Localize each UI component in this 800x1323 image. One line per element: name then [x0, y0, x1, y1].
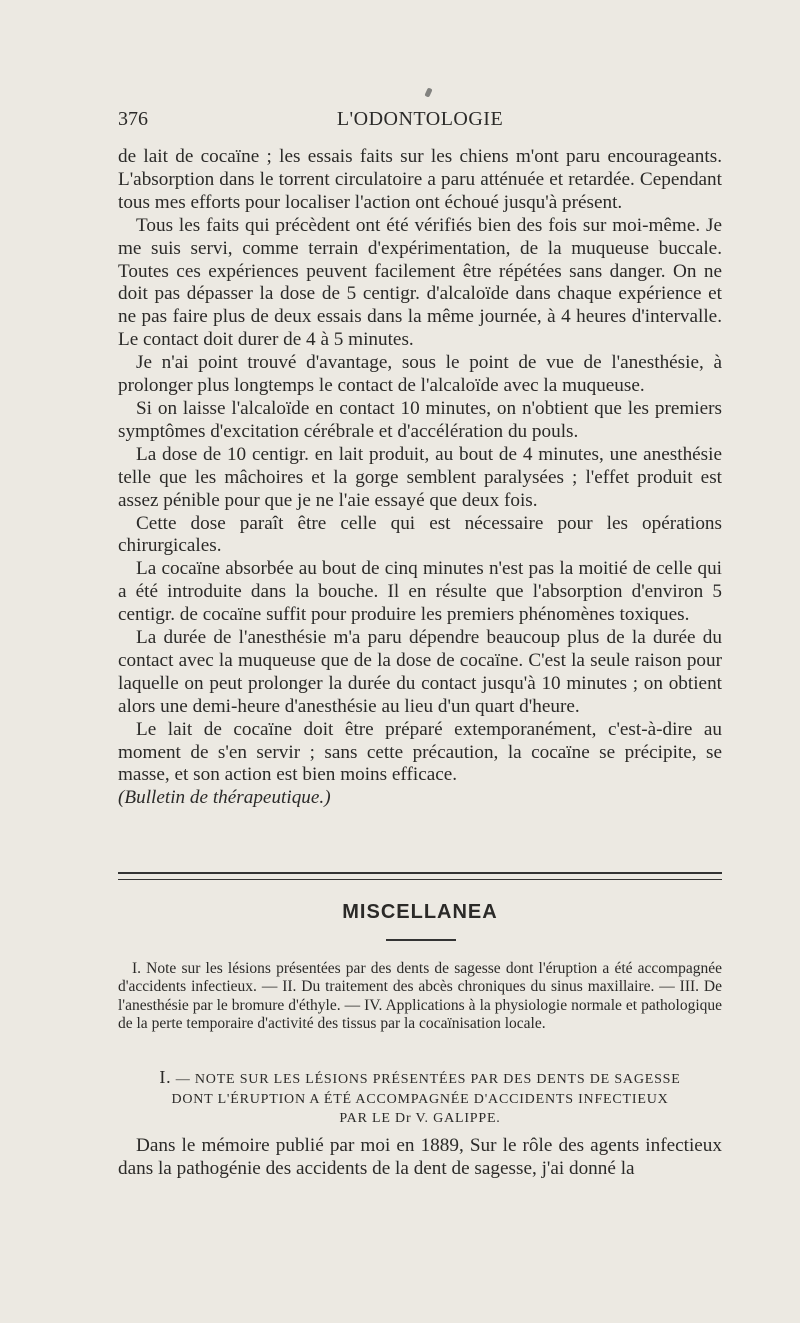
paragraph: La dose de 10 centigr. en lait produit, au bout de 4 minutes, une anesthésie telle que les mâchoires et la gorge semblent paralysées ; l'effet produit est assez pénible pour que je ne l'aie essayé que deux fois.: [118, 443, 722, 511]
page-number: 376: [118, 108, 148, 130]
paragraph: Cette dose paraît être celle qui est nécessaire pour les opérations chirurgicales.: [118, 512, 722, 557]
section-title: MISCELLANEA: [342, 901, 498, 923]
page-header: [118, 108, 722, 136]
body-text: [118, 146, 722, 810]
paragraph: Je n'ai point trouvé d'avantage, sous le point de vue de l'anesthésie, à prolonger plus longtemps le contact de l'alcaloïde avec la muqueuse.: [118, 352, 722, 397]
article-number: I.: [159, 1067, 172, 1087]
article-title-line-1: [118, 1068, 722, 1090]
paragraph: La cocaïne absorbée au bout de cinq minutes n'est pas la moitié de celle qui a été introduite dans la bouche. Il en résulte que l'absorption d'environ 5 centigr. de cocaïne suffit pour produire les premiers phénomènes toxiques.: [118, 558, 722, 626]
summary-text: I. Note sur les lésions présentées par des dents de sagesse dont l'éruption a été accompagnée d'accidents infectieux. — II. Du traitement des abcès chroniques du sinus maxillaire. — III. De l'anesthésie par le bromure d'éthyle. — IV. Applications à la physiologie normale et pathologique de la perte temporaire d'activité des tissus par la cocaïnisation locale.: [118, 960, 722, 1032]
article-title: [118, 1068, 722, 1129]
section-summary: [118, 960, 722, 1033]
paragraph: de lait de cocaïne ; les essais faits sur les chiens m'ont paru encourageants. L'absorption dans le torrent circulatoire a paru atténuée et retardée. Cependant tous mes efforts pour localiser l'action ont échoué jusqu'à présent.: [118, 146, 722, 213]
paragraph: La durée de l'anesthésie m'a paru dépendre beaucoup plus de la durée du contact avec la muqueuse que de la dose de cocaïne. C'est la seule raison pour laquelle on peut prolonger la durée du contact jusqu'à 10 minutes ; on obtient alors une demi-heure d'anesthésie au lieu d'un quart d'heure.: [118, 627, 722, 717]
title-underline: [386, 939, 456, 941]
section-divider-thick: [118, 872, 722, 874]
article-title-text-1: — NOTE SUR LES LÉSIONS PRÉSENTÉES PAR DES DENTS DE SAGESSE: [171, 1072, 681, 1087]
citation: (Bulletin de thérapeutique.): [118, 787, 331, 809]
article-body: [118, 1135, 722, 1181]
running-head: L'ODONTOLOGIE: [336, 108, 504, 130]
section-divider-thin: [118, 879, 722, 880]
paragraph: Tous les faits qui précèdent ont été vérifiés bien des fois sur moi-même. Je me suis servi, comme terrain d'expérimentation, de la muqueuse buccale. Toutes ces expériences peuvent facilement être répétées sans danger. On ne doit pas dépasser la dose de 5 centigr. d'alcaloïde dans chaque expérience et ne pas faire plus de deux essais dans la même journée, à 4 heures d'intervalle. Le contact doit durer de 4 à 5 minutes.: [118, 214, 722, 351]
ink-mark: [424, 87, 432, 97]
article-author: PAR LE Dr V. GALIPPE.: [339, 1111, 501, 1126]
paragraph: Le lait de cocaïne doit être préparé extemporanément, c'est-à-dire au moment de s'en servir ; sans cette précaution, la cocaïne se précipite, se masse, et son action est bien moins efficace.: [118, 718, 722, 786]
paragraph: Dans le mémoire publié par moi en 1889, Sur le rôle des agents infectieux dans la pathogénie des accidents de la dent de sagesse, j'ai donné la: [118, 1135, 722, 1179]
article-title-line-2: DONT L'ÉRUPTION A ÉTÉ ACCOMPAGNÉE D'ACCIDENTS INFECTIEUX: [171, 1091, 669, 1107]
paragraph: Si on laisse l'alcaloïde en contact 10 minutes, on n'obtient que les premiers symptômes d'excitation cérébrale et d'accélération du pouls.: [118, 397, 722, 442]
